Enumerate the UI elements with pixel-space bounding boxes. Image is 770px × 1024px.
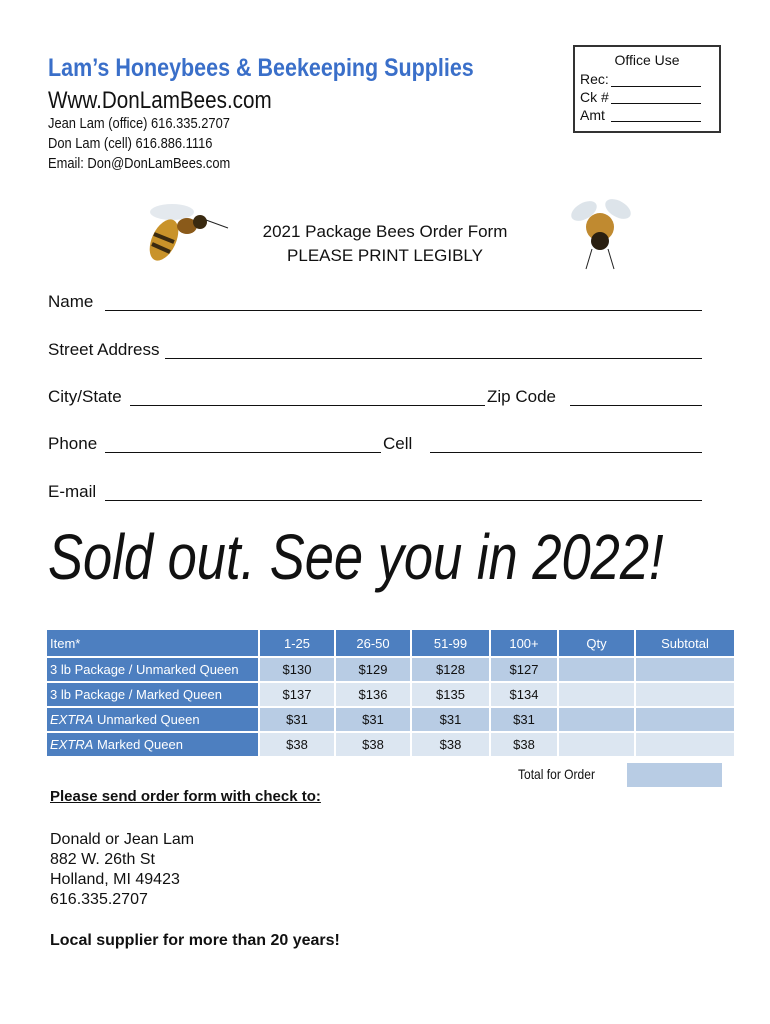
address-line: Donald or Jean Lam (50, 831, 195, 848)
item-name: EXTRA Marked Queen (47, 733, 258, 756)
form-heading (200, 220, 570, 268)
price-cell: $38 (260, 733, 334, 756)
street-input[interactable] (165, 344, 702, 359)
rec-label: Rec: (580, 71, 609, 87)
price-cell: $31 (491, 708, 557, 731)
item-name: EXTRA Unmarked Queen (47, 708, 258, 731)
address-line: 882 W. 26th St (50, 851, 155, 868)
address-line: 616.335.2707 (50, 891, 148, 908)
send-instructions: Please send order form with check to: (50, 788, 321, 805)
city-label: City/State (48, 387, 122, 406)
header-qty: Qty (559, 630, 634, 656)
rec-line (611, 86, 701, 87)
office-use-box (573, 45, 721, 133)
table-row (47, 683, 734, 706)
subtotal-input[interactable] (636, 708, 734, 731)
price-cell: $137 (260, 683, 334, 706)
header-1-25: 1-25 (260, 630, 334, 656)
subtotal-input[interactable] (636, 733, 734, 756)
item-name: 3 lb Package / Unmarked Queen (47, 658, 258, 681)
header-51-99: 51-99 (412, 630, 489, 656)
form-title: 2021 Package Bees Order Form (262, 222, 508, 241)
price-cell: $130 (260, 658, 334, 681)
price-cell: $31 (260, 708, 334, 731)
header-subtotal: Subtotal (636, 630, 734, 656)
email-input[interactable] (105, 486, 702, 501)
qty-input[interactable] (559, 683, 634, 706)
header-item: Item* (47, 630, 258, 656)
address-line: Holland, MI 49423 (50, 871, 180, 888)
header-26-50: 26-50 (336, 630, 410, 656)
city-input[interactable] (130, 391, 485, 406)
price-cell: $38 (412, 733, 489, 756)
price-cell: $38 (491, 733, 557, 756)
phone-label: Phone (48, 434, 98, 453)
zip-input[interactable] (570, 391, 702, 406)
table-header-row (47, 630, 734, 656)
qty-input[interactable] (559, 708, 634, 731)
price-table (45, 628, 736, 758)
qty-input[interactable] (559, 733, 634, 756)
email-label: E-mail (48, 482, 97, 501)
name-input[interactable] (105, 296, 702, 311)
contact-jean: Jean Lam (office) 616.335.2707 (48, 115, 230, 132)
subtotal-input[interactable] (636, 658, 734, 681)
total-label: Total for Order (518, 766, 595, 782)
table-row (47, 733, 734, 756)
item-name: 3 lb Package / Marked Queen (47, 683, 258, 706)
table-row (47, 658, 734, 681)
phone-input[interactable] (105, 438, 381, 453)
bee-front-icon (566, 193, 636, 273)
cell-label: Cell (383, 434, 413, 453)
subtotal-input[interactable] (636, 683, 734, 706)
price-cell: $128 (412, 658, 489, 681)
price-cell: $31 (412, 708, 489, 731)
local-supplier-note: Local supplier for more than 20 years! (50, 932, 340, 949)
company-title: Lam’s Honeybees & Beekeeping Supplies (48, 54, 474, 82)
form-subtitle: PLEASE PRINT LEGIBLY (287, 246, 483, 265)
sold-out-banner: Sold out. See you in 2022! (48, 521, 664, 593)
street-label: Street Address (48, 340, 160, 359)
total-input[interactable] (627, 763, 722, 787)
zip-label: Zip Code (487, 387, 556, 406)
price-cell: $136 (336, 683, 410, 706)
contact-email: Email: Don@DonLamBees.com (48, 155, 231, 172)
price-cell: $135 (412, 683, 489, 706)
price-cell: $38 (336, 733, 410, 756)
amt-label: Amt (580, 107, 605, 123)
price-cell: $129 (336, 658, 410, 681)
office-use-title: Office Use (614, 52, 680, 68)
price-cell: $31 (336, 708, 410, 731)
qty-input[interactable] (559, 658, 634, 681)
website: Www.DonLamBees.com (48, 87, 272, 114)
name-label: Name (48, 292, 94, 311)
price-cell: $134 (491, 683, 557, 706)
contact-don: Don Lam (cell) 616.886.1116 (48, 135, 213, 152)
table-row (47, 708, 734, 731)
price-cell: $127 (491, 658, 557, 681)
header-100-plus: 100+ (491, 630, 557, 656)
ck-label: Ck # (580, 89, 609, 105)
cell-input[interactable] (430, 438, 702, 453)
amt-line (611, 121, 701, 122)
ck-line (611, 103, 701, 104)
